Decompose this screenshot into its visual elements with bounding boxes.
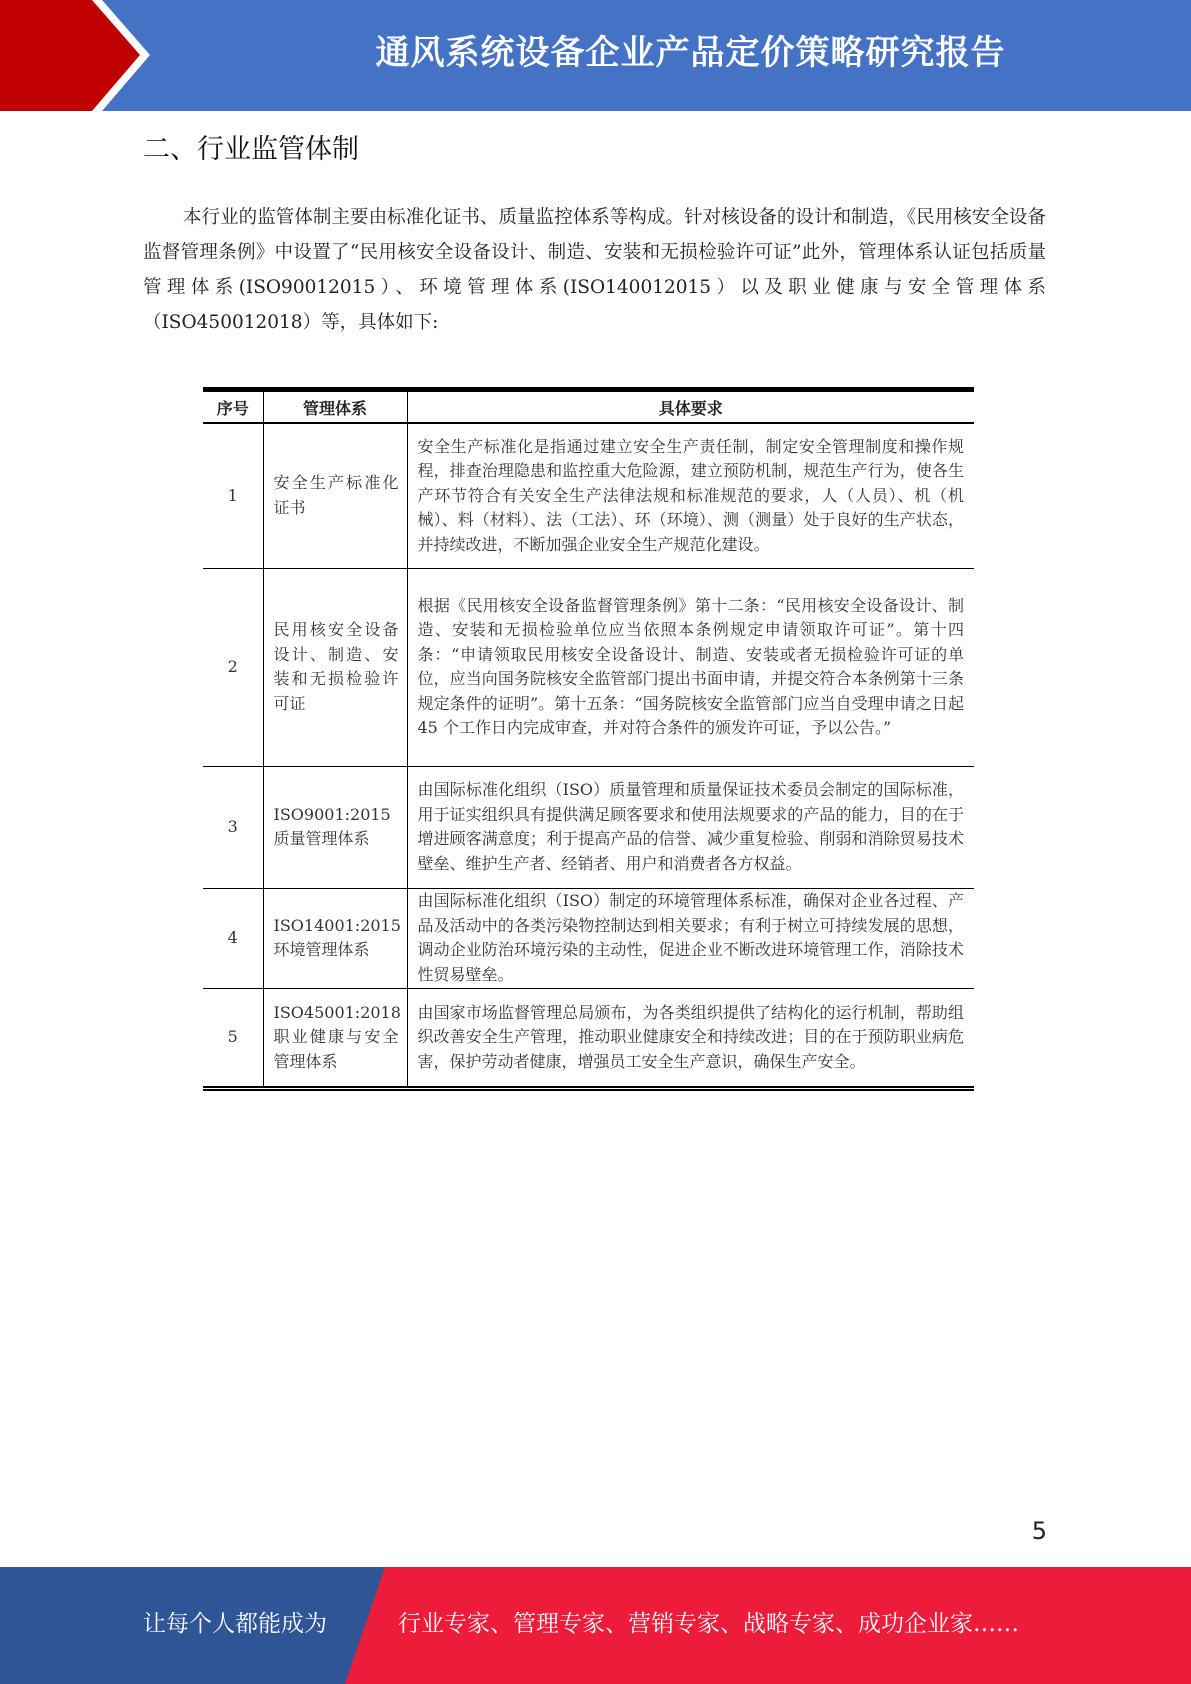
row-number: 1 (203, 423, 263, 568)
table-row (203, 888, 974, 988)
column-header-number: 序号 (203, 392, 263, 423)
table-row (203, 423, 974, 568)
intro-paragraph: 本行业的监管体制主要由标准化证书、质量监控体系等构成。针对核设备的设计和制造，《民用核安全设备监督管理条例》中设置了“民用核安全设备设计、制造、安装和无损检验许可证”此外，管理体系认证包括质量管理体系(ISO90012015）、环境管理体系(ISO140012015）以及职业健康与安全管理体系（ISO450012018）等，具体如下: (143, 207, 1046, 333)
row-system: 民用核安全设备设计、制造、安装和无损检验许可证 (263, 568, 407, 766)
row-number: 5 (227, 1027, 238, 1046)
row-system: ISO9001:2015 质量管理体系 (263, 766, 407, 888)
row-system: ISO45001:2018 职业健康与安全管理体系 (263, 988, 407, 1086)
footer-banner (0, 1567, 1191, 1684)
table-row (203, 568, 974, 766)
row-system: ISO14001:2015 环境管理体系 (263, 888, 407, 988)
row-requirement: 由国家市场监督管理总局颁布，为各类组织提供了结构化的运行机制，帮助组织改善安全生产管理，推动职业健康安全和持续改进；目的在于预防职业病危害，保护劳动者健康，增强员工安全生产意识，确保生产安全。 (407, 988, 974, 1086)
row-requirement: 安全生产标准化是指通过建立安全生产责任制，制定安全管理制度和操作规程，排查治理隐患和监控重大危险源，建立预防机制，规范生产行为，使各生产环节符合有关安全生产法律法规和标准规范的要求，人（人员）、机（机械）、料（材料）、法（工法）、环（环境）、测（测量）处于良好的生产状态，并持续改进，不断加强企业安全生产规范化建设。 (407, 423, 974, 568)
column-header-system: 管理体系 (263, 392, 407, 423)
section-heading: 二、行业监管体制 (143, 134, 359, 165)
row-requirement: 根据《民用核安全设备监督管理条例》第十二条：“民用核安全设备设计、制造、安装和无损检验单位应当依照本条例规定申请领取许可证”。第十四条：“申请领取民用核安全设备设计、制造、安装或者无损检验许可证的单位，应当向国务院核安全监管部门提出书面申请，并提交符合本条例第十三条规定条件的证明”。第十五条：“国务院核安全监管部门应当自受理申请之日起 45 个工作日内完成审查，并对符合条件的颁发许可证，予以公告。” (407, 568, 974, 766)
row-number: 3 (203, 766, 263, 888)
row-requirement: 由国际标准化组织（ISO）制定的环境管理体系标准，确保对企业各过程、产品及活动中的各类污染物控制达到相关要求；有利于树立可持续发展的思想，调动企业防治环境污染的主动性，促进企业不断改进环境管理工作，消除技术性贸易壁垒。 (407, 888, 974, 988)
header-banner (0, 0, 1191, 111)
header-chevron-decoration (0, 0, 160, 111)
row-number: 4 (203, 888, 263, 988)
report-title: 通风系统设备企业产品定价策略研究报告 (375, 33, 1006, 73)
table-header-row (203, 392, 974, 423)
table-row (203, 766, 974, 888)
row-requirement: 由国际标准化组织（ISO）质量管理和质量保证技术委员会制定的国际标准，用于证实组织具有提供满足顾客要求和使用法规要求的产品的能力，目的在于增进顾客满意度；利于提高产品的信誉、减少重复检验、削弱和消除贸易技术壁垒、维护生产者、经销者、用户和消费者各方权益。 (407, 766, 974, 888)
column-header-requirement: 具体要求 (407, 392, 974, 423)
footer-slogan-left: 让每个人都能成为 (143, 1611, 327, 1637)
page-number: 5 (1031, 1517, 1047, 1545)
footer-slogan-right: 行业专家、管理专家、营销专家、战略专家、成功企业家…… (398, 1611, 1019, 1637)
table-row (203, 988, 974, 1086)
regulation-table (203, 387, 974, 1091)
row-system: 安全生产标准化证书 (263, 423, 407, 568)
regulation-table-grid (203, 392, 974, 1086)
row-number: 2 (203, 568, 263, 766)
